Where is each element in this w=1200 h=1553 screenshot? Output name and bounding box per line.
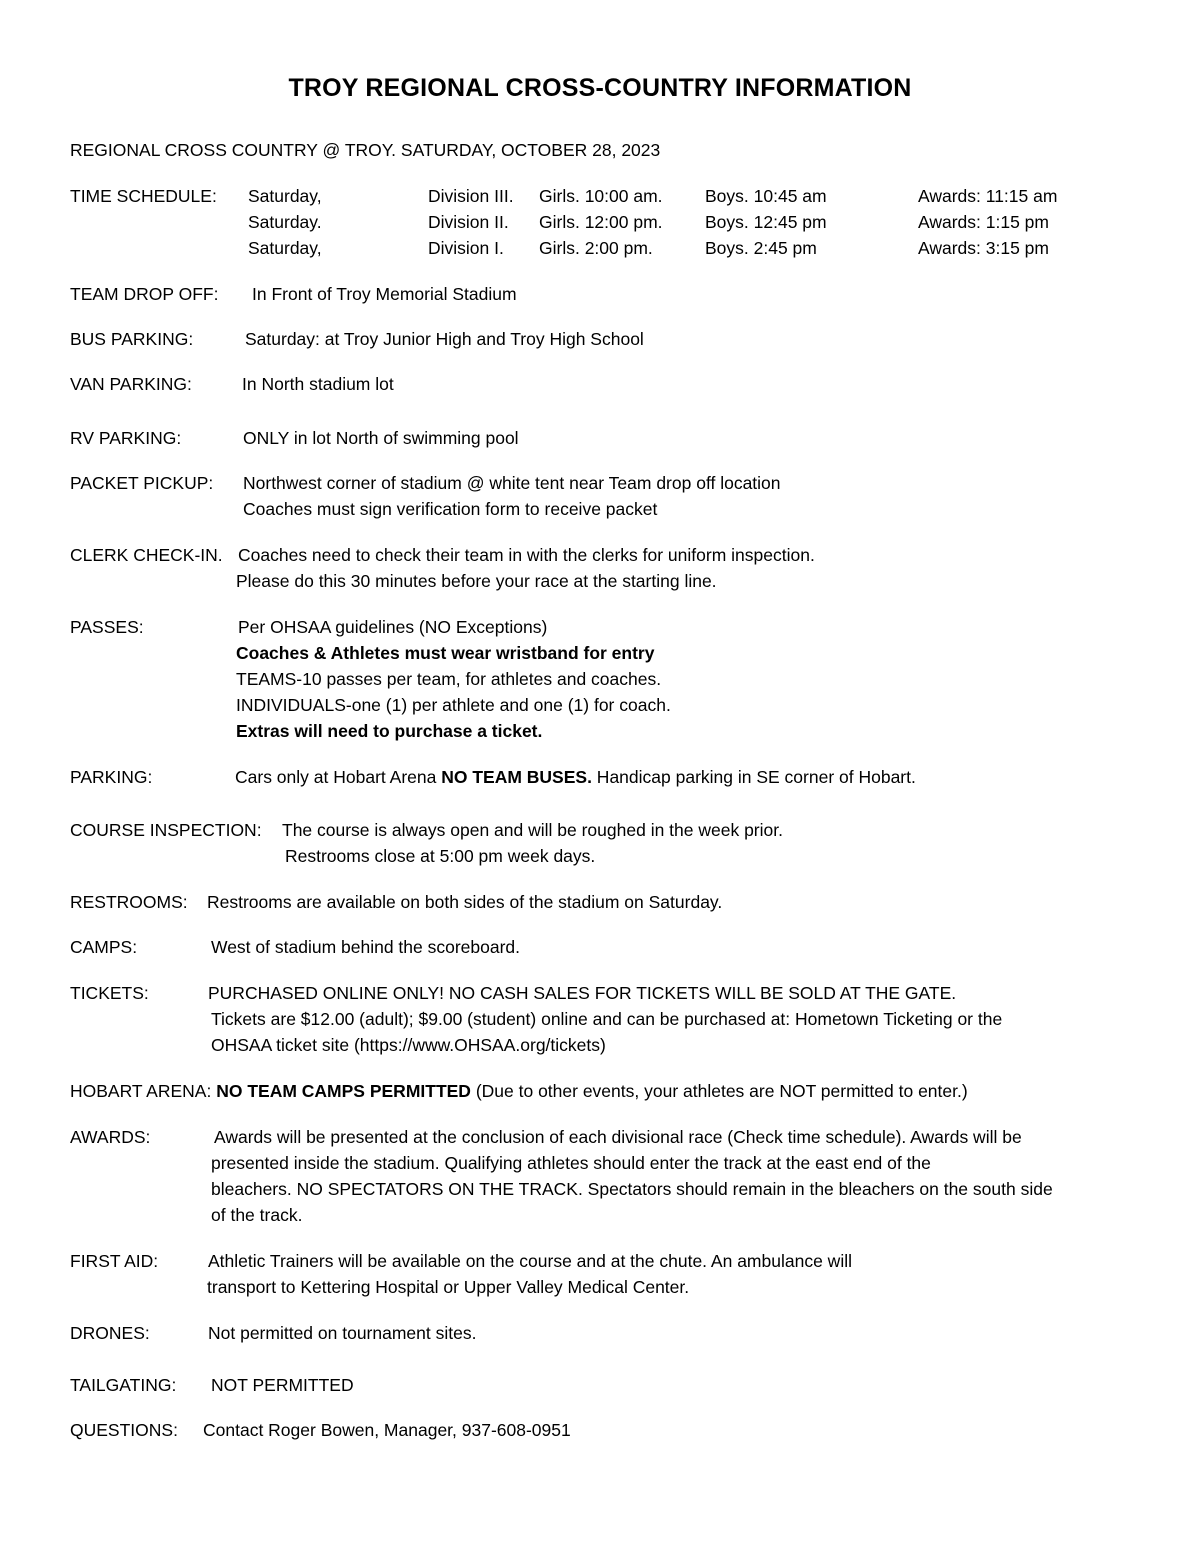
schedule-awards: Awards: 3:15 pm: [918, 238, 1049, 258]
drones-label: DRONES:: [70, 1323, 150, 1343]
schedule-day: Saturday,: [248, 186, 322, 206]
parking-text-pre: Cars only at Hobart Arena: [235, 767, 442, 787]
drones-text: Not permitted on tournament sites.: [208, 1323, 477, 1343]
schedule-boys: Boys. 12:45 pm: [705, 212, 827, 232]
course-inspection-label: COURSE INSPECTION:: [70, 820, 262, 840]
van-parking-label: VAN PARKING:: [70, 374, 192, 394]
parking-label: PARKING:: [70, 767, 153, 787]
schedule-label: TIME SCHEDULE:: [70, 186, 217, 206]
rv-parking-text: ONLY in lot North of swimming pool: [243, 428, 519, 448]
course-inspection-line: Restrooms close at 5:00 pm week days.: [285, 846, 596, 866]
van-parking-text: In North stadium lot: [242, 374, 394, 394]
schedule-boys: Boys. 2:45 pm: [705, 238, 817, 258]
questions-text: Contact Roger Bowen, Manager, 937-608-0951: [203, 1420, 571, 1440]
passes-label: PASSES:: [70, 617, 144, 637]
parking-text-post: Handicap parking in SE corner of Hobart.: [591, 767, 916, 787]
camps-label: CAMPS:: [70, 937, 138, 957]
tickets-line: Tickets are $12.00 (adult); $9.00 (student) online and can be purchased at: Hometown Ticketing or the: [211, 1009, 1003, 1029]
tickets-line: PURCHASED ONLINE ONLY! NO CASH SALES FOR TICKETS WILL BE SOLD AT THE GATE.: [208, 983, 957, 1003]
schedule-day: Saturday.: [248, 212, 322, 232]
schedule-boys: Boys. 10:45 am: [705, 186, 827, 206]
passes-line-bold: Coaches & Athletes must wear wristband for entry: [236, 643, 655, 663]
schedule-girls: Girls. 12:00 pm.: [539, 212, 663, 232]
clerk-checkin-label: CLERK CHECK-IN.: [70, 545, 223, 565]
clerk-checkin-line: Please do this 30 minutes before your race at the starting line.: [236, 571, 717, 591]
schedule-girls: Girls. 2:00 pm.: [539, 238, 653, 258]
restrooms-label: RESTROOMS:: [70, 892, 188, 912]
course-inspection-line: The course is always open and will be roughed in the week prior.: [282, 820, 783, 840]
restrooms-text: Restrooms are available on both sides of the stadium on Saturday.: [207, 892, 723, 912]
awards-line: presented inside the stadium. Qualifying athletes should enter the track at the east end of the: [211, 1153, 931, 1173]
team-drop-off-label: TEAM DROP OFF:: [70, 284, 219, 304]
schedule-division: Division I.: [428, 238, 504, 258]
hobart-arena-text: (Due to other events, your athletes are NOT permitted to enter.): [470, 1081, 968, 1101]
hobart-arena-line: [70, 1080, 968, 1102]
bus-parking-text: Saturday: at Troy Junior High and Troy High School: [245, 329, 644, 349]
rv-parking-label: RV PARKING:: [70, 428, 182, 448]
parking-text: [235, 766, 916, 788]
bus-parking-label: BUS PARKING:: [70, 329, 194, 349]
schedule-division: Division III.: [428, 186, 514, 206]
parking-text-bold: NO TEAM BUSES.: [441, 767, 592, 787]
packet-pickup-label: PACKET PICKUP:: [70, 473, 214, 493]
passes-line: INDIVIDUALS-one (1) per athlete and one (1) for coach.: [236, 695, 671, 715]
first-aid-line: transport to Kettering Hospital or Upper Valley Medical Center.: [207, 1277, 690, 1297]
tailgating-text: NOT PERMITTED: [211, 1375, 354, 1395]
schedule-day: Saturday,: [248, 238, 322, 258]
awards-line: Awards will be presented at the conclusion of each divisional race (Check time schedule). Awards will be: [214, 1127, 1022, 1147]
schedule-division: Division II.: [428, 212, 509, 232]
awards-label: AWARDS:: [70, 1127, 151, 1147]
hobart-arena-bold: NO TEAM CAMPS PERMITTED: [216, 1081, 471, 1101]
clerk-checkin-line: Coaches need to check their team in with the clerks for uniform inspection.: [238, 545, 815, 565]
hobart-arena-label: HOBART ARENA:: [70, 1081, 217, 1101]
passes-line: TEAMS-10 passes per team, for athletes and coaches.: [236, 669, 662, 689]
questions-label: QUESTIONS:: [70, 1420, 178, 1440]
tickets-label: TICKETS:: [70, 983, 149, 1003]
packet-pickup-line: Coaches must sign verification form to receive packet: [243, 499, 658, 519]
event-date-line: REGIONAL CROSS COUNTRY @ TROY. SATURDAY, OCTOBER 28, 2023: [70, 140, 661, 160]
passes-line: Per OHSAA guidelines (NO Exceptions): [238, 617, 548, 637]
schedule-awards: Awards: 11:15 am: [918, 186, 1058, 206]
first-aid-line: Athletic Trainers will be available on the course and at the chute. An ambulance will: [208, 1251, 852, 1271]
passes-line-bold: Extras will need to purchase a ticket.: [236, 721, 543, 741]
tickets-line: OHSAA ticket site (https://www.OHSAA.org/tickets): [211, 1035, 606, 1055]
page-title: TROY REGIONAL CROSS-COUNTRY INFORMATION: [288, 74, 912, 102]
awards-line: bleachers. NO SPECTATORS ON THE TRACK. Spectators should remain in the bleachers on the south side: [211, 1179, 1053, 1199]
first-aid-label: FIRST AID:: [70, 1251, 159, 1271]
schedule-awards: Awards: 1:15 pm: [918, 212, 1049, 232]
schedule-girls: Girls. 10:00 am.: [539, 186, 663, 206]
team-drop-off-text: In Front of Troy Memorial Stadium: [252, 284, 517, 304]
packet-pickup-line: Northwest corner of stadium @ white tent near Team drop off location: [243, 473, 781, 493]
awards-line: of the track.: [211, 1205, 303, 1225]
tailgating-label: TAILGATING:: [70, 1375, 177, 1395]
camps-text: West of stadium behind the scoreboard.: [211, 937, 521, 957]
